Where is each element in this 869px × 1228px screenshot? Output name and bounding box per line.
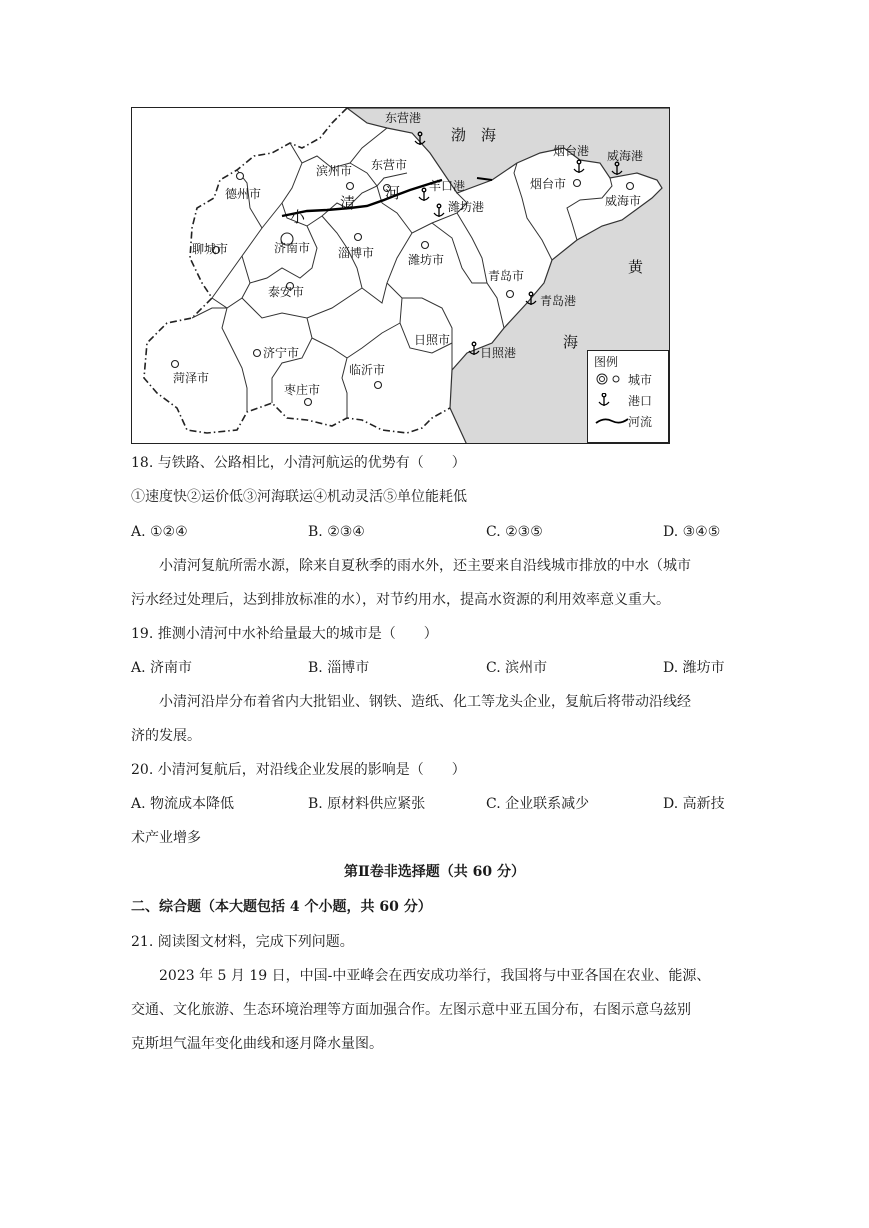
sea-label-bohai: 渤 海 xyxy=(451,126,497,144)
question-20-stem: 20. 小清河复航后，对沿线企业发展的影响是（ ） xyxy=(131,762,466,778)
legend-port: 港口 xyxy=(628,394,653,408)
q20-option-d: D. 高新技 xyxy=(663,796,725,812)
legend-row-river xyxy=(588,412,670,430)
paragraph-2-line-1: 小清河沿岸分布着省内大批铝业、钢铁、造纸、化工等龙头企业，复航后将带动沿线经 xyxy=(159,694,691,710)
boundary xyxy=(382,203,412,233)
legend-city: 城市 xyxy=(628,373,653,387)
city-label-yantai: 烟台市 xyxy=(530,177,567,191)
q19-option-c: C. 滨州市 xyxy=(486,660,548,676)
paragraph-1-line-1: 小清河复航所需水源，除来自夏秋季的雨水外，还主要来自沿线城市排放的中水（城市 xyxy=(159,558,691,574)
city-label-jining: 济宁市 xyxy=(263,346,300,360)
city-label-rizhao: 日照市 xyxy=(414,333,451,347)
port-label-yangkou: 羊口港 xyxy=(429,179,466,193)
xiaoqing-river xyxy=(282,180,442,216)
sea-label-hai: 海 xyxy=(563,333,579,351)
q20-option-b: B. 原材料供应紧张 xyxy=(308,796,426,812)
question-19-stem: 19. 推测小清河中水补给量最大的城市是（ ） xyxy=(131,626,438,642)
anchor-icon xyxy=(419,188,429,201)
port-label-yantai: 烟台港 xyxy=(553,144,590,158)
q20-option-a: A. 物流成本降低 xyxy=(131,796,235,812)
sea-label-huang: 黄 xyxy=(628,258,644,276)
boundary xyxy=(212,283,250,308)
river-label-xiao: 小 xyxy=(290,208,306,226)
q18-option-a: A. ①②④ xyxy=(131,524,188,540)
city-label-taian: 泰安市 xyxy=(268,285,305,299)
river-label-he: 河 xyxy=(385,184,401,202)
city-label-heze: 菏泽市 xyxy=(173,371,210,385)
question-18-items: ①速度快②运价低③河海联运④机动灵活⑤单位能耗低 xyxy=(131,489,467,505)
boundary xyxy=(262,203,282,228)
city-label-binzhou: 滨州市 xyxy=(316,164,353,178)
q19-option-d: D. 潍坊市 xyxy=(663,660,725,676)
boundary xyxy=(387,283,452,370)
port-label-weihai: 威海港 xyxy=(607,149,644,163)
q19-option-b: B. 淄博市 xyxy=(308,660,370,676)
anchor-icon xyxy=(434,204,444,217)
city-symbol-icon xyxy=(594,372,630,386)
paragraph-2-line-2: 济的发展。 xyxy=(131,728,201,744)
q21-material-line-1: 2023 年 5 月 19 日，中国-中亚峰会在西安成功举行，我国将与中亚各国在农业、能源、 xyxy=(159,968,711,984)
q19-option-a: A. 济南市 xyxy=(131,660,193,676)
legend-title: 图例 xyxy=(594,355,619,369)
q18-option-d: D. ③④⑤ xyxy=(663,524,721,540)
city-label-zaozhuang: 枣庄市 xyxy=(284,383,321,397)
shandong-map xyxy=(131,107,670,444)
city-label-dezhou: 德州市 xyxy=(225,187,262,201)
city-label-liaocheng: 聊城市 xyxy=(192,242,229,256)
part-2-heading: 二、综合题（本大题包括 4 个小题，共 60 分） xyxy=(131,899,432,915)
q20-option-c: C. 企业联系减少 xyxy=(486,796,590,812)
q20-option-d-continuation: 术产业增多 xyxy=(131,830,201,846)
port-label-dongying: 东营港 xyxy=(385,111,422,125)
port-label-rizhao: 日照港 xyxy=(480,346,517,360)
port-label-weifang: 潍坊港 xyxy=(448,200,485,214)
legend-row-port xyxy=(588,391,670,409)
anchor-icon xyxy=(574,160,584,173)
q21-material-line-2: 交通、文化旅游、生态环境治理等方面加强合作。左图示意中亚五国分布，右图示意乌兹别 xyxy=(131,1002,691,1018)
boundary xyxy=(312,338,347,418)
city-label-weifang: 潍坊市 xyxy=(408,253,445,267)
q18-option-b: B. ②③④ xyxy=(308,524,365,540)
question-21-stem: 21. 阅读图文材料，完成下列问题。 xyxy=(131,934,354,950)
city-label-zibo: 淄博市 xyxy=(338,246,375,260)
q18-option-c: C. ②③⑤ xyxy=(486,524,543,540)
question-18-stem: 18. 与铁路、公路相比，小清河航运的优势有（ ） xyxy=(131,455,466,471)
city-label-dongying: 东营市 xyxy=(371,158,408,172)
city-label-linyi: 临沂市 xyxy=(349,363,386,377)
section-2-title: 第Ⅱ卷非选择题（共 60 分） xyxy=(343,864,526,880)
city-label-qingdao: 青岛市 xyxy=(488,269,525,283)
boundary xyxy=(347,323,400,358)
city-label-weihai: 威海市 xyxy=(605,194,642,208)
boundary xyxy=(222,308,247,412)
river-symbol-icon xyxy=(594,414,630,428)
port-label-qingdao: 青岛港 xyxy=(540,294,577,308)
anchor-icon xyxy=(594,393,630,407)
legend-river: 河流 xyxy=(628,415,653,429)
city-label-jinan: 济南市 xyxy=(274,241,311,255)
q21-material-line-3: 克斯坦气温年变化曲线和逐月降水量图。 xyxy=(131,1036,383,1052)
legend-row-city xyxy=(588,370,670,388)
river-label-qing: 清 xyxy=(340,194,356,212)
paragraph-1-line-2: 污水经过处理后，达到排放标准的水），对节约用水，提高水资源的利用效率意义重大。 xyxy=(131,592,670,608)
map-legend xyxy=(587,350,669,443)
